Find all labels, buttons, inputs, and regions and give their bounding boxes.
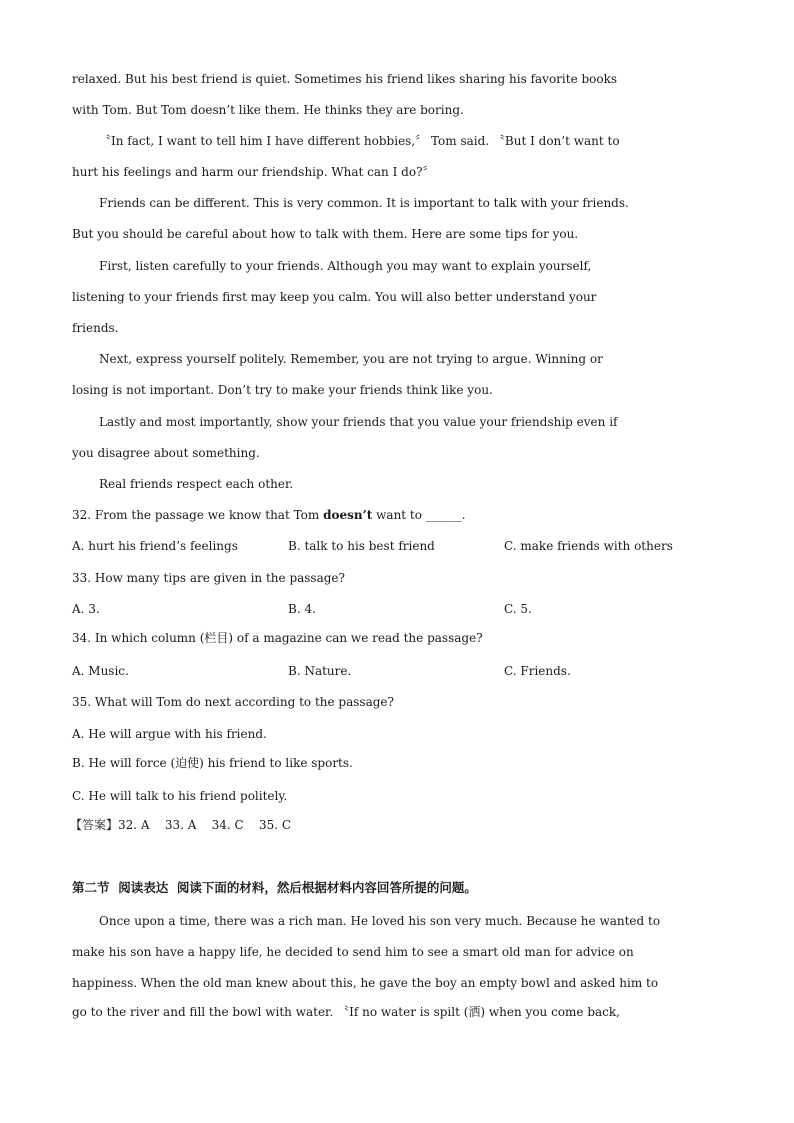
answer-label: 【答案】 (70, 818, 119, 832)
section-heading: 第二节 阅读表达 阅读下面的材料，然后根据材料内容回答所提的问题。 (72, 880, 477, 895)
answer-text: 32. A 33. A 34. C 35. C (118, 818, 292, 832)
passage-line: Lastly and most importantly, show your friends that you value your friendship even if (99, 415, 618, 429)
question-32-stem (72, 507, 466, 523)
question-33-stem: 33. How many tips are given in the passage? (72, 571, 345, 585)
q33-option-b: B. 4. (288, 602, 316, 616)
q35-option-a: A. He will argue with his friend. (72, 727, 267, 741)
passage-line: Next, express yourself politely. Remember, you are not trying to argue. Winning or (99, 352, 603, 366)
passage-line: relaxed. But his best friend is quiet. Sometimes his friend likes sharing his favorite books (72, 72, 618, 86)
passage-line: hurt his feelings and harm our friendship. What can I do?〞 (72, 165, 435, 179)
passage-line: But you should be careful about how to talk with them. Here are some tips for you. (72, 227, 579, 241)
q34-option-a: A. Music. (72, 664, 129, 678)
passage-line: 〝In fact, I want to tell him I have different hobbies,〞 Tom said. 〝But I don’t want to (99, 134, 620, 148)
q35-option-c: C. He will talk to his friend politely. (72, 789, 288, 803)
q32-stem-blank: want to ______. (372, 508, 466, 522)
q32-option-b: B. talk to his best friend (288, 539, 435, 553)
passage-line: losing is not important. Don’t try to make your friends think like you. (72, 383, 493, 397)
passage2-line: go to the river and fill the bowl with water. 〝If no water is spilt (洒) when you come back, (72, 1005, 620, 1019)
q33-option-a: A. 3. (72, 602, 100, 616)
question-34-stem: 34. In which column (栏目) of a magazine can we read the passage? (72, 631, 483, 645)
passage2-line: make his son have a happy life, he decided to send him to see a smart old man for advice on (72, 945, 634, 959)
passage2-line: happiness. When the old man knew about this, he gave the boy an empty bowl and asked him to (72, 976, 659, 990)
passage-line: listening to your friends first may keep you calm. You will also better understand your (72, 290, 597, 304)
q34-option-b: B. Nature. (288, 664, 352, 678)
passage2-line: Once upon a time, there was a rich man. He loved his son very much. Because he wanted to (99, 914, 661, 928)
q32-option-a: A. hurt his friend’s feelings (72, 539, 238, 553)
passage-line: you disagree about something. (72, 446, 260, 460)
passage-line: Real friends respect each other. (99, 477, 294, 491)
question-35-stem: 35. What will Tom do next according to the passage? (72, 695, 394, 709)
q34-option-c: C. Friends. (504, 664, 571, 678)
q32-option-c: C. make friends with others (504, 539, 673, 553)
q32-stem-bold: doesn’t (323, 508, 373, 522)
q32-stem-text: 32. From the passage we know that Tom (72, 508, 324, 522)
q35-option-b: B. He will force (迫使) his friend to like sports. (72, 756, 353, 770)
passage-line: with Tom. But Tom doesn’t like them. He thinks they are boring. (72, 103, 464, 117)
q33-option-c: C. 5. (504, 602, 532, 616)
passage-line: friends. (72, 321, 119, 335)
answer-key (70, 817, 291, 833)
passage-line: Friends can be different. This is very common. It is important to talk with your friends. (99, 196, 629, 210)
passage-line: First, listen carefully to your friends. Although you may want to explain yourself, (99, 259, 592, 273)
